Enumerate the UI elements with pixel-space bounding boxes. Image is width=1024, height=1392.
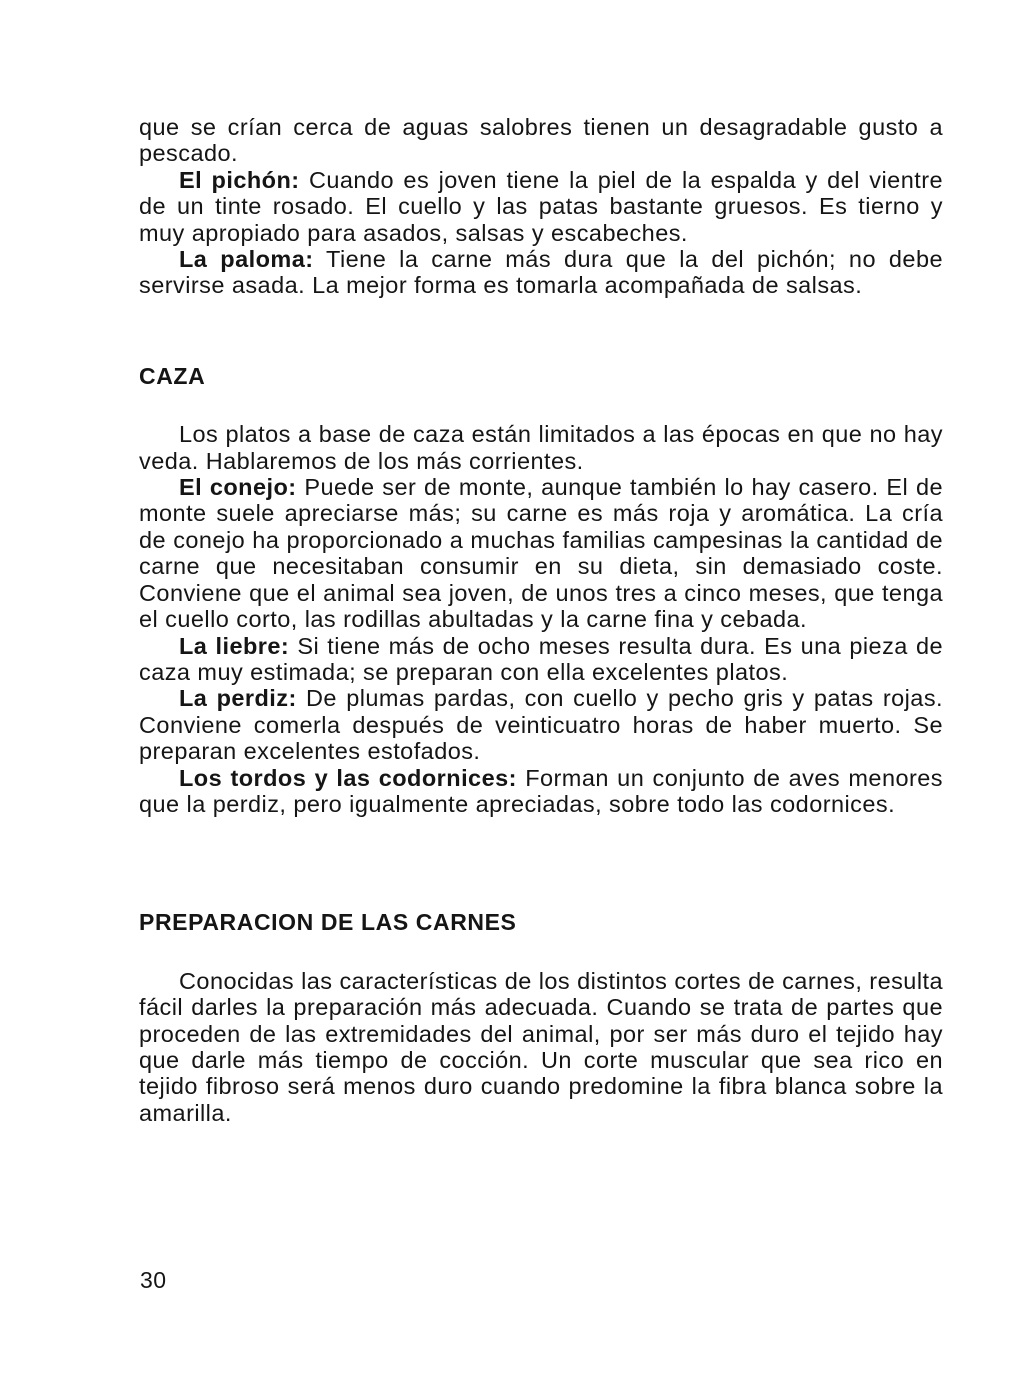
entry-text: Cuando es joven tiene la piel de la espalda y del vientre de un tinte rosado. El cuello y las patas bastante gruesos. Es tierno y muy apropiado para asados, salsas y escabeches. [139, 166, 943, 246]
entry-text: Puede ser de monte, aunque también lo hay casero. El de monte suele apreciarse más; su carne es más roja y aromática. La cría de conejo ha proporcionado a muchas familias campesinas la cantidad de carne que necesitaban consumir en su dieta, sin demasiado coste. Conviene que el animal sea joven, de unos tres a cinco meses, que tenga el cuello corto, las rodillas abultadas y la carne fina y cebada. [139, 474, 943, 633]
entry-pichon [139, 167, 943, 246]
continuation-paragraph: que se crían cerca de aguas salobres tienen un desagradable gusto a pescado. [139, 114, 943, 167]
entry-liebre [139, 633, 943, 686]
entry-text: Si tiene más de ocho meses resulta dura. Es una pieza de caza muy estimada; se preparan con ella excelentes platos. [139, 632, 943, 685]
entry-term: La paloma: [179, 246, 314, 273]
entry-term: Los tordos y las codornices: [179, 764, 517, 791]
caza-intro-paragraph: Los platos a base de caza están limitados a las épocas en que no hay veda. Hablaremos de los más corrientes. [139, 421, 943, 474]
entry-term: La liebre: [179, 632, 290, 659]
entry-text: Tiene la carne más dura que la del pichón; no debe servirse asada. La mejor forma es tomarla acompañada de salsas. [139, 246, 943, 299]
entry-paloma [139, 246, 943, 299]
entry-text: Forman un conjunto de aves menores que la perdiz, pero igualmente apreciadas, sobre todo las codornices. [139, 764, 943, 817]
preparacion-paragraph: Conocidas las características de los distintos cortes de carnes, resulta fácil darles la preparación más adecuada. Cuando se trata de partes que proceden de las extremidades del animal, por ser más duro el tejido hay que darle más tiempo de cocción. Un corte muscular que sea rico en tejido fibroso será menos duro cuando predomine la fibra blanca sobre la amarilla. [139, 967, 943, 1126]
entry-term: La perdiz: [179, 685, 297, 712]
entry-tordos-codornices [139, 765, 943, 818]
section-heading-preparacion: PREPARACION DE LAS CARNES [139, 909, 517, 936]
entry-text: De plumas pardas, con cuello y pecho gris y patas rojas. Conviene comerla después de veinticuatro horas de haber muerto. Se preparan excelentes estofados. [139, 685, 944, 765]
section-heading-caza: CAZA [139, 362, 206, 389]
entry-conejo [139, 474, 943, 632]
page-body [139, 114, 943, 1126]
entry-term: El pichón: [179, 166, 300, 193]
entry-term: El conejo: [179, 474, 297, 501]
entry-perdiz [139, 685, 943, 764]
page-number: 30 [140, 1267, 167, 1293]
